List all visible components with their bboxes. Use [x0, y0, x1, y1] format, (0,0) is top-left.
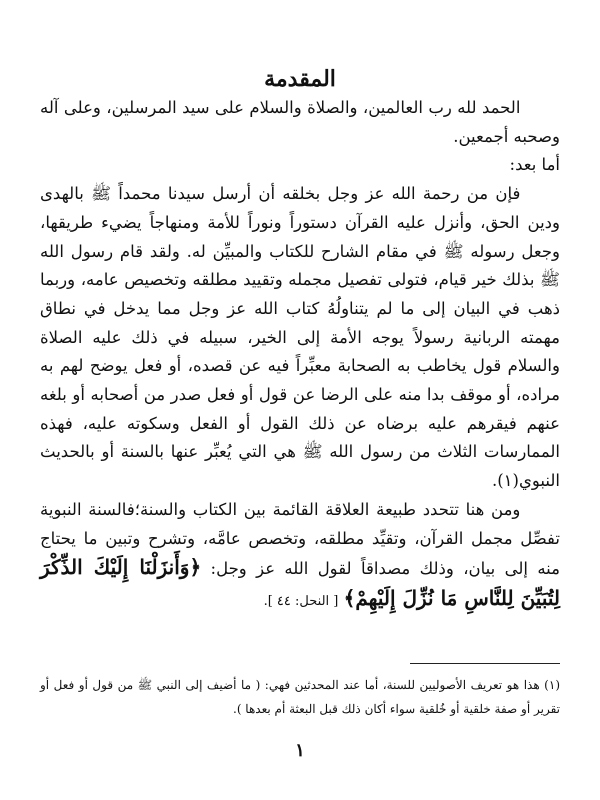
footnote [40, 673, 560, 721]
paragraph-sunnah-definition: فإن من رحمة الله عز وجل بخلقه أن أرسل سيدنا محمداً ﷺ بالهدى ودين الحق، وأنزل عليه القرآن دستوراً ونوراً للأمة ومنهاجاً يضيء طريقها، وجعل رسوله ﷺ في مقام الشارح للكتاب والمبيِّن له. ولقد قام رسول الله ﷺ بذلك خير قيام، فتولى تفصيل مجمله وتقييد مطلقه وتخصيص عامه، وربما ذهب في البيان إلى ما لم يتناولُهُ كتاب الله عز وجل مما يدخل في نطاق مهمته الربانية رسولاً يوجه الأمة إلى الخير، سبيله في ذلك عليه الصلاة والسلام قول يخاطب به الصحابة معبِّراً فيه عن قصده، أو فعل يوضح لهم به مراده، أو موقف بدا منه على الرضا عن قول أو فعل صدر من أصحابه أو بلغه عنهم فيقرهم عليه برضاه عن ذلك القول أو الفعل وسكوته عليه، فهذه الممارسات الثلاث من رسول الله ﷺ هي التي يُعبِّر عنها بالسنة أو بالحديث النبوي(١). [40, 184, 560, 491]
main-text [40, 94, 560, 617]
footnote-text: (١) هذا هو تعريف الأصوليين للسنة، أما عند المحدثين فهي: ( ما أضيف إلى النبي ﷺ من قول أو فعل أو تقرير أو صفة خلقية أو خُلقية سواء أكان ذلك قبل البعثة أم بعدها ). [40, 678, 560, 716]
verse-reference: [ النحل: ٤٤ ]. [263, 593, 339, 609]
relationship-text: ومن هنا تتحدد طبيعة العلاقة القائمة بين الكتاب والسنة؛فالسنة النبوية تفصِّل مجمل القرآن، وتقيِّد مطلقه، وتخصص عامَّه، وتشرح وتبين ما يحتاج منه إلى بيان، وذلك مصداقاً لقول الله عز وجل: [40, 499, 561, 579]
page-number: ١ [295, 740, 305, 761]
paragraph-amma-bad: أما بعد: [509, 155, 560, 175]
page-title: المقدمة [264, 66, 336, 92]
quran-verse: ﴿وَأَنزَلْنَا إِلَيْكَ الذِّكْرَ لِتُبَيِّنَ لِلنَّاسِ مَا نُزِّلَ إِلَيْهِمْ﴾ [40, 555, 560, 610]
paragraph-opening: الحمد لله رب العالمين، والصلاة والسلام على سيد المرسلين، وعلى آله وصحبه أجمعين. [40, 98, 560, 146]
paragraph-relationship [40, 496, 560, 617]
footnote-divider [410, 663, 560, 664]
